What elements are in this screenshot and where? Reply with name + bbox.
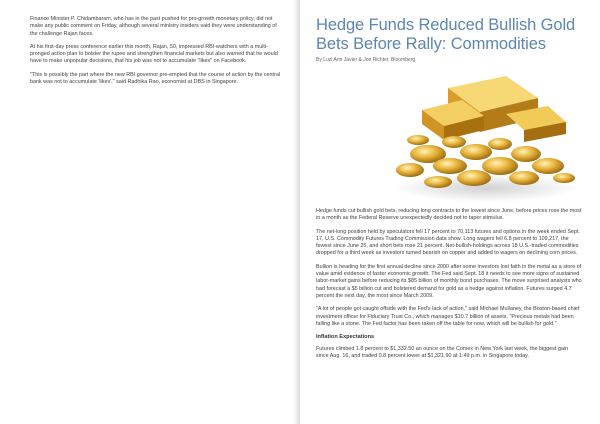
article-paragraph: Futures climbed 1.8 percent to $1,332.50 an ounce on the Comex in New York last week, the biggest gain since Aug. 16, and traded 0.8 percent lower at $1,321.90 at 1:49 p.m. in Singapore today. (316, 346, 569, 360)
section-subhead: Inflation Expectations (316, 334, 375, 341)
article-paragraph: Hedge funds cut bullish gold bets, reducing long contracts to the lowest since June, before prices rose the most in a month as the Federal Reserve unexpectedly decided not to taper stimulus. (316, 208, 582, 222)
left-paragraph: "This is possibly the part where the new RBI governor pre-empted that the course of action by the central bank was not to accumulate 'likes'," said Radhika Rao, economist at DBS in Singapore. (30, 71, 281, 86)
gold-bars-and-coins-image (388, 70, 578, 202)
right-page (300, 0, 600, 424)
article-byline: By Luzi Ann Javier & Joe Richter, Bloomberg (316, 57, 416, 63)
left-column (30, 16, 280, 92)
left-page (0, 0, 296, 424)
left-paragraph: Finance Minister P. Chidambaram, who has in the past pushed for pro-growth monetary policy, did not make any public comment on Friday, although several ministry insiders said they were understanding of the challenge Rajan faces. (30, 16, 277, 37)
article-body (316, 208, 582, 367)
article-paragraph: "A lot of people got caught offside with the Fed's lack of action," said Michael Mullaney, the Boston-based chief investment officer for Fiduciary Trust Co., which manages $10.7 billion of assets. "Precious metals had been falling like a stone. The Fed factor has been taken off the table for now, which will be bullish for gold." (316, 306, 580, 327)
article-headline: Hedge Funds Reduced Bullish Gold Bets Before Rally: Commodities (316, 16, 576, 53)
article-paragraph: Bullion is heading for the first annual decline since 2000 after some investors lost faith in the metal as a store of value amid evidence of faster economic growth. The Fed said Sept. 18 it needs to see more signs of sustained labor-market gains before reducing its $85 billion of monthly bond purchases. The move surprised analysts who had forecast a $5 billion cut and bolstered demand for gold as a hedge against inflation. Futures surged 4.7 percent the next day, the most since March 2009. (316, 263, 582, 299)
left-paragraph: At his first-day press conference earlier this month, Rajan, 50, impressed RBI-watchers with a multi-pronged action plan to bolster the rupee and strengthen financial markets but also warned that he would have to make unpopular decisions, that his job was not to accumulate "likes" on Facebook. (30, 43, 278, 65)
article-paragraph: The net-long position held by speculators fell 17 percent to 70,113 futures and options in the week ended Sept. 17, U.S. Commodity Futures Trading Commission data show. Long wagers fell 6.8 percent to 109,217, the fewest since June 25, and short bets rose 21 percent. Net-bullish-holdings across 18 U.S.-traded commodities dropped for a third week as investors turned bearish on copper and added to wagers on declining corn prices. (316, 228, 580, 257)
article-header (316, 16, 584, 64)
